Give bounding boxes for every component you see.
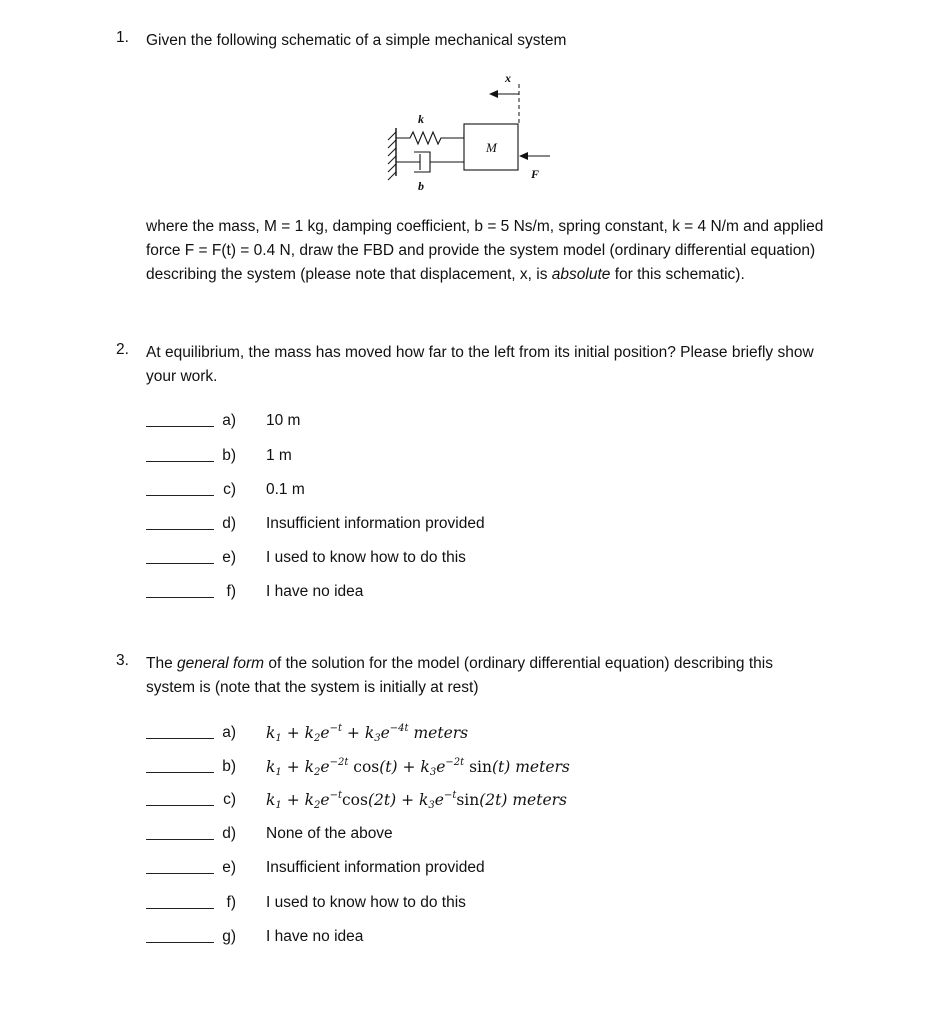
option-letter: b) bbox=[222, 758, 236, 775]
option-letter: e) bbox=[222, 549, 236, 566]
question-3-number: 3. bbox=[116, 652, 129, 669]
q3-line-1 bbox=[146, 652, 773, 676]
option-letter: c) bbox=[223, 791, 236, 808]
answer-blank[interactable] bbox=[146, 529, 214, 530]
q1-tail: for this schematic). bbox=[610, 266, 745, 283]
option-letter: d) bbox=[222, 515, 236, 532]
q1-line-2: force F = F(t) = 0.4 N, draw the FBD and provide the system model (ordinary differential equation) bbox=[146, 242, 816, 259]
q3-line-2: system is (note that the system is initially at rest) bbox=[146, 679, 479, 696]
question-1-prompt: Given the following schematic of a simple mechanical system bbox=[146, 32, 567, 49]
q3-option-c[interactable] bbox=[0, 791, 939, 813]
q2-option-e[interactable] bbox=[0, 549, 939, 571]
question-2-number: 2. bbox=[116, 341, 129, 358]
q3-line-1-pre: The bbox=[146, 655, 178, 672]
displacement-label: x bbox=[505, 71, 511, 85]
answer-blank[interactable] bbox=[146, 805, 214, 806]
question-1-number: 1. bbox=[116, 29, 129, 46]
mass-label: M bbox=[486, 140, 497, 155]
force-label: F bbox=[531, 167, 540, 181]
damper-icon bbox=[396, 152, 464, 172]
q2-line-1: At equilibrium, the mass has moved how far to the left from its initial position? Please briefly show bbox=[146, 344, 814, 361]
option-letter: f) bbox=[226, 583, 236, 600]
option-letter: f) bbox=[226, 894, 236, 911]
question-2-prompt bbox=[146, 341, 814, 389]
option-text: Insufficient information provided bbox=[266, 515, 485, 532]
q1-line-3 bbox=[146, 263, 823, 287]
q3-option-a[interactable] bbox=[0, 724, 939, 746]
option-text: 1 m bbox=[266, 447, 292, 464]
answer-blank[interactable] bbox=[146, 738, 214, 739]
spring-icon bbox=[396, 132, 464, 144]
q3-emphasis: general form bbox=[177, 655, 265, 672]
q1-line-1: where the mass, M = 1 kg, damping coefficient, b = 5 Ns/m, spring constant, k = 4 N/m and applied bbox=[146, 218, 824, 235]
answer-blank[interactable] bbox=[146, 563, 214, 564]
option-text: None of the above bbox=[266, 825, 393, 842]
q3-option-d[interactable] bbox=[0, 825, 939, 847]
option-letter: b) bbox=[222, 447, 236, 464]
option-text: Insufficient information provided bbox=[266, 859, 485, 876]
q1-line-3-text: describing the system (please note that displacement, x, is bbox=[146, 266, 552, 283]
option-letter: a) bbox=[222, 724, 236, 741]
option-text: 10 m bbox=[266, 412, 301, 429]
q2-line-2: your work. bbox=[146, 368, 218, 385]
answer-blank[interactable] bbox=[146, 772, 214, 773]
answer-blank[interactable] bbox=[146, 461, 214, 462]
option-formula: $k_1 + k_2e^{-2t}$ $\cos(t) + k_3e^{-2t}$ sin(t) meters bbox=[266, 757, 570, 778]
answer-blank[interactable] bbox=[146, 495, 214, 496]
answer-blank[interactable] bbox=[146, 426, 214, 427]
q2-option-a[interactable] bbox=[0, 412, 939, 434]
q3-option-g[interactable] bbox=[0, 928, 939, 950]
answer-blank[interactable] bbox=[146, 597, 214, 598]
spring-label: k bbox=[418, 112, 424, 126]
q1-emphasis: absolute bbox=[551, 266, 611, 283]
option-formula: $k_1 + k_2e^{-t}\cos(2t) + k_3e^{-t}\sin(2t)$ meters bbox=[266, 790, 567, 811]
q2-option-b[interactable] bbox=[0, 447, 939, 469]
option-formula: $k_1 + k_2e^{-t} + k_3e^{-4t}$ meters bbox=[266, 723, 469, 744]
question-1-description bbox=[146, 215, 823, 287]
question-3-prompt bbox=[146, 652, 773, 700]
q3-option-b[interactable] bbox=[0, 758, 939, 780]
answer-blank[interactable] bbox=[146, 908, 214, 909]
answer-blank[interactable] bbox=[146, 873, 214, 874]
option-letter: d) bbox=[222, 825, 236, 842]
option-text: 0.1 m bbox=[266, 481, 305, 498]
q2-option-f[interactable] bbox=[0, 583, 939, 605]
option-letter: c) bbox=[223, 481, 236, 498]
option-letter: a) bbox=[222, 412, 236, 429]
option-text: I have no idea bbox=[266, 583, 364, 600]
q2-option-d[interactable] bbox=[0, 515, 939, 537]
option-text: I have no idea bbox=[266, 928, 364, 945]
mass-spring-damper-diagram bbox=[368, 68, 568, 196]
q3-option-f[interactable] bbox=[0, 894, 939, 916]
q3-option-e[interactable] bbox=[0, 859, 939, 881]
q3-line-1-post: of the solution for the model (ordinary differential equation) describing this bbox=[264, 655, 773, 672]
option-letter: e) bbox=[222, 859, 236, 876]
option-letter: g) bbox=[222, 928, 236, 945]
answer-blank[interactable] bbox=[146, 839, 214, 840]
option-text: I used to know how to do this bbox=[266, 549, 466, 566]
damper-label: b bbox=[418, 179, 424, 193]
option-text: I used to know how to do this bbox=[266, 894, 466, 911]
q2-option-c[interactable] bbox=[0, 481, 939, 503]
answer-blank[interactable] bbox=[146, 942, 214, 943]
